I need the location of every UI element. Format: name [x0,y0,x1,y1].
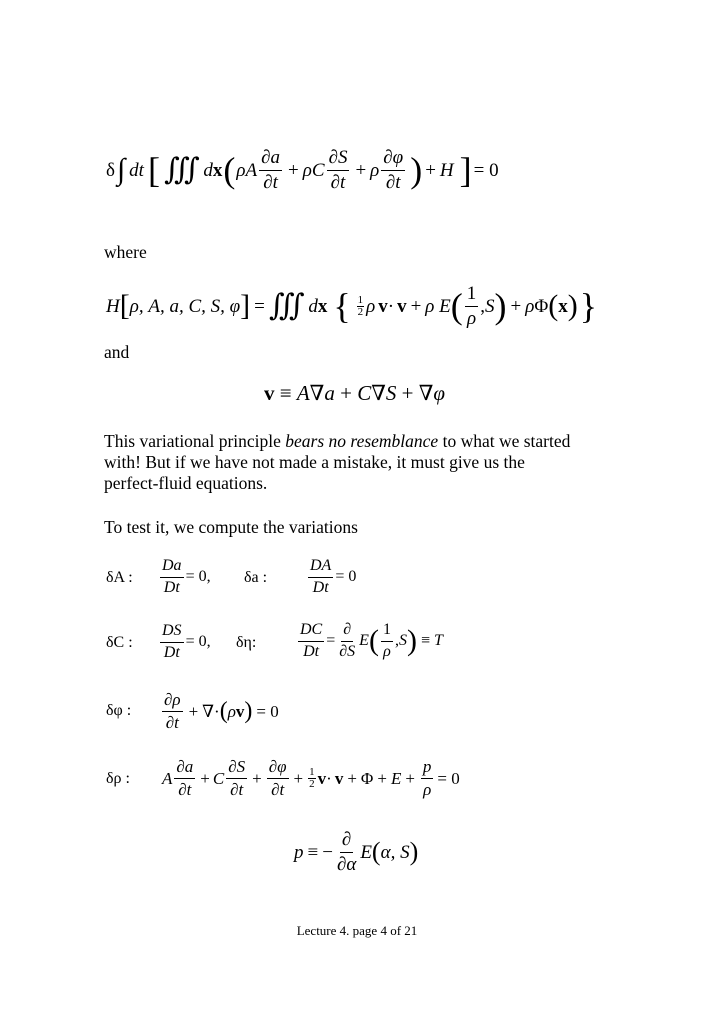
variation-drho-label: δρ : [106,770,130,787]
equation-pressure: p ≡ − $\frac{\partial}{\partial\alpha}$ E ( α, S ) [294,829,419,875]
paragraph-test: To test it, we compute the variations [104,517,358,537]
variation-dC-label: δC : [106,634,133,651]
equation-hamiltonian: H [ ρ, A, a, C, S, φ ] = ∭ d x { 1 2 ρ v · v + ρ E ( $\frac{1}{\rho}$ , S ) + ρ Φ ( x ) } [106,283,598,329]
para1-line2: with! But if we have not made a mistake, it must give us the [104,452,525,472]
para1-emphasis: bears no resemblance [285,431,439,451]
variation-dC-equation: $\frac{DS}{Dt}$ = 0, [162,622,211,661]
label-and: and [104,342,130,362]
label-where: where [104,242,147,262]
variation-dA-equation: $\frac{Da}{Dt}$ = 0, [162,557,211,596]
variation-dA-label: δA : [106,569,133,586]
equation-action: δ ∫ dt [ ∭ d x ( ρA $\frac{\partial a}{\partial t}$ + ρC $\frac{\partial S}{\partial t}$ + ρ $\frac{\partial\varphi}{\partial t}$ ) + H ] = 0 [106,147,499,193]
page-footer: Lecture 4. page 4 of 21 [296,923,418,938]
paragraph-variational-principle [104,431,570,494]
variation-da-label: δa : [244,569,268,586]
variation-deta-equation: $\frac{DC}{Dt}$ = $\frac{\partial}{\partial S}$ E ( $\frac{1}{\rho}$ , S ) ≡ T [300,621,443,660]
variation-da-equation: $\frac{DA}{Dt}$ = 0 [310,557,357,596]
equation-velocity: v ≡ A∇a + C∇S + ∇φ [264,381,446,405]
variation-dphi-equation: $\frac{\partial\rho}{\partial t}$ + ∇· ( ρ v ) = 0 [164,690,279,732]
para1-line3: perfect-fluid equations. [104,473,268,493]
para1-before: This variational principle [104,431,286,451]
variation-dphi-label: δφ : [106,702,132,719]
para1-after: to what we started [438,431,571,451]
variation-deta-label: δη: [236,634,257,651]
variation-drho-equation: A $\frac{\partial a}{\partial t}$ + C $\frac{\partial S}{\partial t}$ + $\frac{\partial\varphi}{\partial t}$ + $\frac{1}{2}$ v · v + Φ + E + $\frac{p}{\rho}$ = 0 [162,757,460,799]
